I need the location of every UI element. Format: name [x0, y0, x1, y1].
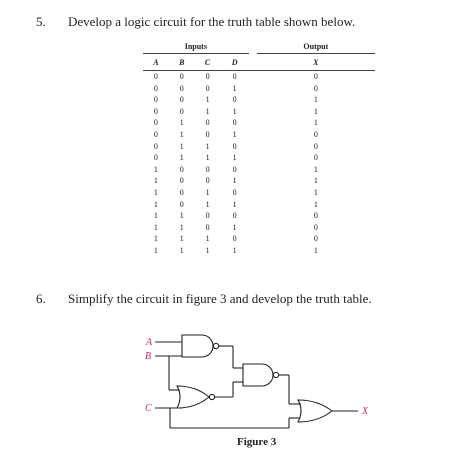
truth-table-cell: 1 — [232, 199, 237, 209]
nand-gate-1 — [182, 335, 213, 357]
question-6-number: 6. — [36, 291, 46, 306]
truth-table-cell: 1 — [153, 187, 158, 197]
truth-table-row — [143, 175, 375, 187]
truth-table-cell: 1 — [205, 141, 210, 151]
truth-table-cell: 0 — [153, 118, 158, 128]
truth-table-body — [143, 71, 375, 257]
figure-3-circuit — [0, 320, 474, 432]
column-header-d: D — [220, 54, 248, 71]
truth-table-cell: 1 — [179, 129, 184, 139]
truth-table-row — [143, 233, 375, 245]
truth-table-cell: 0 — [205, 164, 210, 174]
truth-table-cell: 1 — [205, 199, 210, 209]
truth-table-cell: 1 — [313, 176, 318, 186]
truth-table-cell: 0 — [205, 222, 210, 232]
nor-gate — [177, 386, 209, 408]
truth-table-cell: 0 — [313, 141, 318, 151]
truth-table-cell: 0 — [232, 95, 237, 105]
truth-table-cell: 0 — [153, 83, 158, 93]
truth-table-cell: 0 — [232, 141, 237, 151]
truth-table-cell: 1 — [232, 153, 237, 163]
truth-table-row — [143, 117, 375, 129]
truth-table-cell: 0 — [313, 72, 318, 81]
column-header-c: C — [195, 54, 221, 71]
truth-table-cell: 1 — [153, 164, 158, 174]
truth-table-cell: 0 — [179, 83, 184, 93]
truth-table-cell: 0 — [179, 106, 184, 116]
truth-table-cell: 1 — [313, 95, 318, 105]
truth-table-cell: 1 — [313, 106, 318, 116]
truth-table-row — [143, 129, 375, 141]
truth-table-cell: 0 — [153, 95, 158, 105]
truth-table-cell: 1 — [313, 164, 318, 174]
truth-table-cell: 1 — [313, 118, 318, 128]
truth-table-row — [143, 210, 375, 222]
truth-table-cell: 1 — [232, 83, 237, 93]
question-6-text: Simplify the circuit in figure 3 and develop the truth table. — [68, 291, 372, 306]
truth-table-cell: 0 — [205, 211, 210, 221]
truth-table-cell: 1 — [232, 245, 237, 255]
truth-table-cell: 0 — [313, 211, 318, 221]
truth-table-cell: 0 — [153, 153, 158, 163]
truth-table-cell: 0 — [179, 187, 184, 197]
truth-table-cell: 0 — [313, 129, 318, 139]
truth-table-row — [143, 222, 375, 234]
truth-table-cell: 1 — [205, 234, 210, 244]
truth-table-cell: 1 — [232, 129, 237, 139]
truth-table-cell: 1 — [232, 222, 237, 232]
truth-table-cell: 0 — [205, 83, 210, 93]
column-header-a: A — [143, 54, 169, 71]
truth-table-cell: 0 — [179, 72, 184, 81]
truth-table-cell: 1 — [205, 187, 210, 197]
truth-table-cell: 1 — [153, 199, 158, 209]
nand-gate-2 — [243, 364, 273, 386]
truth-table — [143, 39, 375, 257]
truth-table-cell: 1 — [205, 245, 210, 255]
truth-table-cell: 1 — [179, 141, 184, 151]
truth-table-cell: 0 — [179, 95, 184, 105]
truth-table-row — [143, 83, 375, 95]
input-label-b: B — [145, 351, 152, 362]
truth-table-cell: 1 — [179, 222, 184, 232]
truth-table-column-header — [143, 54, 375, 71]
truth-table-cell: 0 — [205, 72, 210, 81]
nand-gate-1-bubble — [213, 343, 218, 348]
truth-table-cell: 1 — [313, 245, 318, 255]
truth-table-cell: 1 — [205, 106, 210, 116]
output-label-x: X — [362, 406, 369, 417]
truth-table-row — [143, 141, 375, 153]
truth-table-cell: 1 — [179, 245, 184, 255]
truth-table-cell: 1 — [153, 211, 158, 221]
truth-table-cell: 0 — [205, 176, 210, 186]
input-label-a: A — [146, 337, 153, 348]
truth-table-cell: 0 — [153, 72, 158, 81]
truth-table-cell: 0 — [232, 187, 237, 197]
truth-table-cell: 1 — [313, 187, 318, 197]
truth-table-cell: 1 — [313, 199, 318, 209]
truth-table-cell: 0 — [232, 211, 237, 221]
question-5-number: 5. — [36, 14, 46, 29]
truth-table-cell: 0 — [232, 164, 237, 174]
truth-table-cell: 1 — [153, 222, 158, 232]
truth-table-row — [143, 164, 375, 176]
truth-table-cell: 0 — [232, 118, 237, 128]
truth-table-group-header — [143, 39, 375, 54]
truth-table-cell: 0 — [313, 234, 318, 244]
truth-table-row — [143, 152, 375, 164]
truth-table-cell: 0 — [153, 106, 158, 116]
truth-table-cell: 0 — [205, 129, 210, 139]
truth-table-cell: 1 — [179, 234, 184, 244]
truth-table-cell: 1 — [179, 211, 184, 221]
truth-table-cell: 1 — [153, 234, 158, 244]
figure-caption: Figure 3 — [237, 436, 277, 448]
truth-table-cell: 1 — [179, 118, 184, 128]
truth-table-cell: 0 — [232, 234, 237, 244]
question-5-text: Develop a logic circuit for the truth table shown below. — [68, 14, 356, 29]
truth-table-cell: 1 — [179, 153, 184, 163]
truth-table-cell: 1 — [205, 153, 210, 163]
truth-table-cell: 0 — [313, 83, 318, 93]
truth-table-cell: 0 — [179, 164, 184, 174]
truth-table-row — [143, 106, 375, 118]
truth-table-row — [143, 71, 375, 83]
nand-gate-2-bubble — [273, 372, 278, 377]
truth-table-cell: 0 — [179, 176, 184, 186]
truth-table-cell: 1 — [153, 245, 158, 255]
or-gate-final — [298, 400, 332, 422]
column-header-x: X — [257, 54, 375, 71]
truth-table-cell: 0 — [153, 141, 158, 151]
truth-table-cell: 1 — [232, 176, 237, 186]
truth-table-row — [143, 94, 375, 106]
truth-table-row — [143, 187, 375, 199]
nor-gate-bubble — [209, 394, 214, 399]
output-group-label: Output — [257, 39, 375, 54]
truth-table-cell: 0 — [313, 153, 318, 163]
truth-table-cell: 0 — [313, 222, 318, 232]
truth-table-row — [143, 245, 375, 257]
truth-table-cell: 1 — [153, 176, 158, 186]
column-header-b: B — [169, 54, 195, 71]
truth-table-cell: 1 — [232, 106, 237, 116]
truth-table-cell: 0 — [179, 199, 184, 209]
truth-table-cell: 0 — [153, 129, 158, 139]
truth-table-cell: 1 — [205, 95, 210, 105]
input-label-c: C — [145, 403, 152, 414]
truth-table-cell: 0 — [205, 118, 210, 128]
inputs-group-label: Inputs — [143, 39, 249, 54]
truth-table-row — [143, 199, 375, 211]
truth-table-cell: 0 — [232, 72, 237, 81]
